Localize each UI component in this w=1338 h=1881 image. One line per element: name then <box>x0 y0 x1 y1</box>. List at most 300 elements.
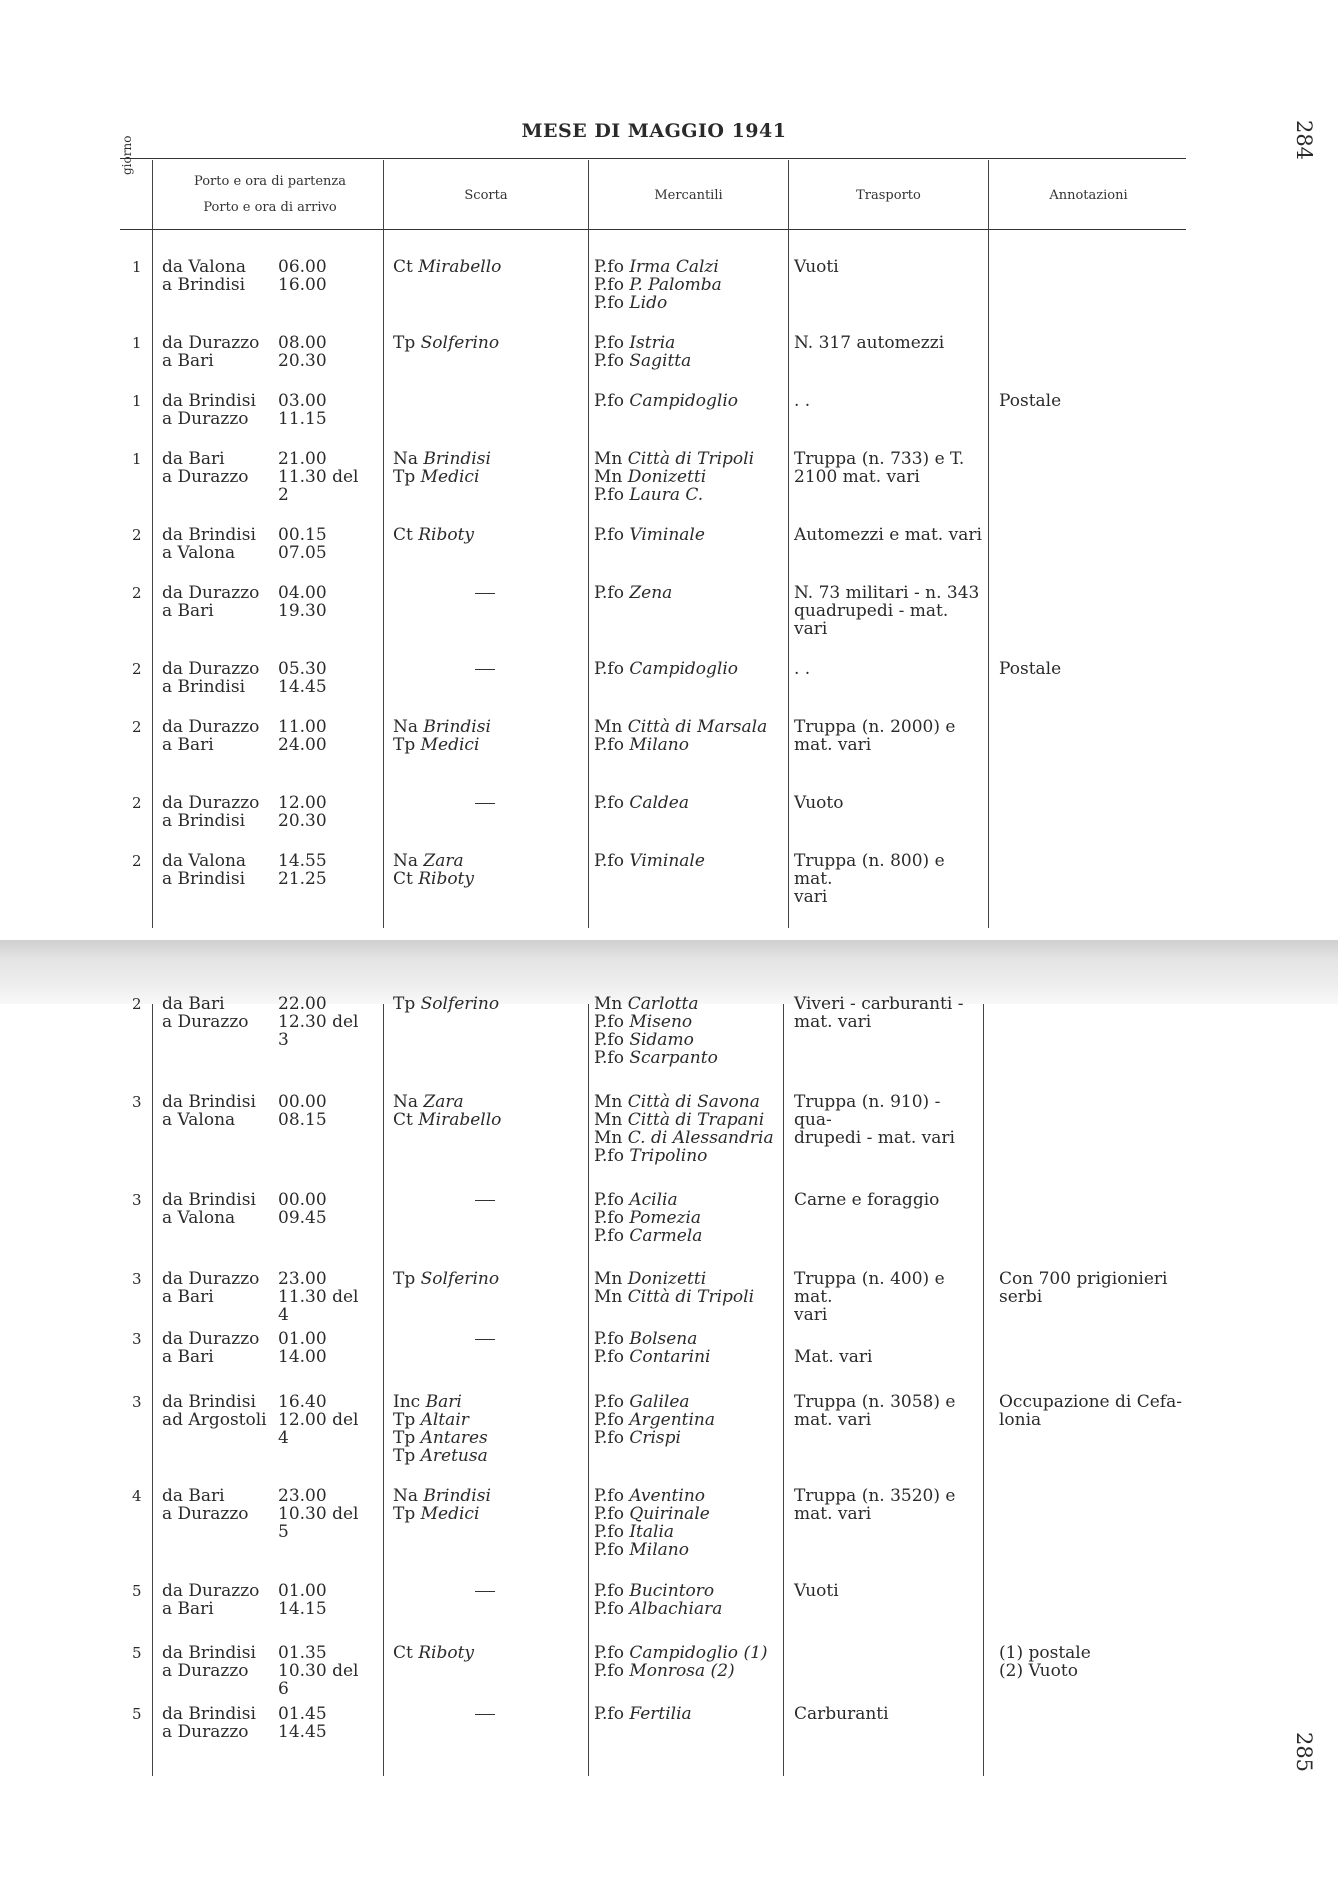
departure-port: da Durazzo <box>162 583 260 603</box>
escort-ship <box>393 1270 583 1288</box>
port-cell <box>162 1705 282 1741</box>
ship-name: Zara <box>423 851 464 871</box>
merchant-ship <box>594 1644 784 1662</box>
escort-ship <box>393 1644 583 1662</box>
transport-cell: N. 73 militari - n. 343 quadrupedi - mat. vari <box>794 583 980 639</box>
departure-port: da Brindisi <box>162 1092 256 1112</box>
ship-name: Solferino <box>420 333 500 353</box>
table-top-rule <box>120 158 1186 159</box>
ship-name: Medici <box>420 1504 480 1524</box>
arrival-port: a Bari <box>162 1599 214 1619</box>
transport-cell: Carne e foraggio <box>794 1190 940 1210</box>
ship-type: P.fo <box>594 1581 624 1601</box>
ship-type: Na <box>393 851 419 871</box>
ship-name: Monrosa (2) <box>629 1661 735 1681</box>
ship-type: Mn <box>594 1269 623 1289</box>
col-divider <box>983 972 984 1776</box>
escort-ship <box>393 334 583 352</box>
port-cell <box>162 584 282 620</box>
ship-name: Contarini <box>629 1347 711 1367</box>
merchant-cell <box>594 258 784 312</box>
arrival-port: a Bari <box>162 351 214 371</box>
ship-type: P.fo <box>594 1504 624 1524</box>
time-cell <box>278 1486 374 1542</box>
departure-time: 22.00 <box>278 994 327 1014</box>
arrival-time: 12.00 del 4 <box>278 1410 359 1448</box>
page-number-top: 284 <box>1291 119 1316 161</box>
merchant-cell <box>594 1270 784 1306</box>
ship-type: Inc <box>393 1392 421 1412</box>
header-trasporto: Trasporto <box>856 188 921 203</box>
ship-name: Donizetti <box>627 467 707 487</box>
departure-time: 00.15 <box>278 525 327 545</box>
arrival-port: a Durazzo <box>162 467 249 487</box>
departure-time: 00.00 <box>278 1190 327 1210</box>
arrival-time: 20.30 <box>278 351 327 371</box>
empty-dash <box>475 593 495 594</box>
arrival-port: a Brindisi <box>162 869 246 889</box>
departure-port: da Durazzo <box>162 717 260 737</box>
departure-port: da Brindisi <box>162 1190 256 1210</box>
ship-name: Città di Tripoli <box>627 1287 755 1307</box>
departure-port: da Durazzo <box>162 1329 260 1349</box>
time-cell <box>278 660 374 696</box>
merchant-ship <box>594 794 784 812</box>
departure-port: da Bari <box>162 449 225 469</box>
ship-name: Tripolino <box>629 1146 708 1166</box>
ship-name: Laura C. <box>629 485 704 505</box>
ship-name: Italia <box>629 1522 675 1542</box>
ship-type: Tp <box>393 1410 416 1430</box>
ship-name: Viminale <box>629 525 705 545</box>
merchant-ship <box>594 1523 784 1541</box>
departure-time: 23.00 <box>278 1486 327 1506</box>
day-cell: 3 <box>132 1191 142 1209</box>
merchant-cell <box>594 334 784 370</box>
merchant-cell <box>594 1330 784 1366</box>
departure-port: da Durazzo <box>162 1581 260 1601</box>
escort-ship <box>393 526 583 544</box>
escort-ship <box>393 1447 583 1465</box>
header-partenza: Porto e ora di partenza <box>194 174 346 189</box>
notes-cell: Con 700 prigionieri serbi <box>999 1269 1168 1307</box>
ship-name: Istria <box>629 333 676 353</box>
transport-cell: Truppa (n. 3520) e mat. vari <box>794 1486 956 1524</box>
ship-name: Riboty <box>418 1643 475 1663</box>
ship-type: P.fo <box>594 1428 624 1448</box>
ship-name: Bucintoro <box>629 1581 715 1601</box>
col-divider <box>152 160 153 928</box>
time-cell <box>278 1269 374 1325</box>
escort-ship <box>393 1487 583 1505</box>
escort-cell <box>393 1093 583 1129</box>
ship-type: Tp <box>393 994 416 1014</box>
col-divider <box>788 160 789 928</box>
merchant-ship <box>594 1487 784 1505</box>
merchant-cell <box>594 392 784 410</box>
merchant-cell <box>594 1093 784 1165</box>
escort-cell <box>393 334 583 352</box>
page-number-bottom: 285 <box>1291 1731 1316 1773</box>
col-divider <box>383 972 384 1776</box>
arrival-time: 10.30 del 5 <box>278 1504 359 1542</box>
merchant-cell <box>594 1487 784 1559</box>
departure-time: 08.00 <box>278 333 327 353</box>
merchant-ship <box>594 294 784 312</box>
ship-name: Fertilia <box>629 1704 692 1724</box>
arrival-time: 07.05 <box>278 543 327 563</box>
departure-port: da Valona <box>162 851 247 871</box>
merchant-cell <box>594 718 784 754</box>
ship-type: Mn <box>594 994 623 1014</box>
arrival-port: a Durazzo <box>162 1504 249 1524</box>
transport-cell: Truppa (n. 2000) e mat. vari <box>794 717 956 755</box>
ship-type: P.fo <box>594 1392 624 1412</box>
departure-time: 05.30 <box>278 659 327 679</box>
escort-ship <box>393 1393 583 1411</box>
merchant-ship <box>594 392 784 410</box>
ship-type: Mn <box>594 717 623 737</box>
day-cell: 3 <box>132 1093 142 1111</box>
ship-type: Na <box>393 1486 419 1506</box>
merchant-ship <box>594 486 784 504</box>
day-cell: 2 <box>132 995 142 1013</box>
arrival-time: 20.30 <box>278 811 327 831</box>
ship-name: Carmela <box>629 1226 703 1246</box>
escort-cell <box>393 1393 583 1465</box>
time-cell <box>278 334 374 370</box>
port-cell <box>162 660 282 696</box>
arrival-time: 14.15 <box>278 1599 327 1619</box>
departure-port: da Durazzo <box>162 659 260 679</box>
escort-ship <box>393 1429 583 1447</box>
ship-type: P.fo <box>594 851 624 871</box>
time-cell <box>278 1191 374 1227</box>
arrival-port: a Bari <box>162 601 214 621</box>
day-cell: 2 <box>132 794 142 812</box>
departure-port: da Bari <box>162 994 225 1014</box>
empty-dash <box>475 1339 495 1340</box>
merchant-cell <box>594 1582 784 1618</box>
ship-name: Riboty <box>418 525 475 545</box>
ship-name: Acilia <box>629 1190 678 1210</box>
arrival-port: a Brindisi <box>162 677 246 697</box>
day-cell: 2 <box>132 526 142 544</box>
ship-name: Pomezia <box>629 1208 702 1228</box>
merchant-cell <box>594 1393 784 1447</box>
ship-type: P.fo <box>594 1522 624 1542</box>
ship-name: Zara <box>423 1092 464 1112</box>
merchant-cell <box>594 526 784 544</box>
ship-type: P.fo <box>594 1226 624 1246</box>
escort-cell <box>393 1582 583 1600</box>
escort-cell <box>393 718 583 754</box>
departure-time: 12.00 <box>278 793 327 813</box>
merchant-ship <box>594 1270 784 1288</box>
day-cell: 5 <box>132 1705 142 1723</box>
day-cell: 3 <box>132 1330 142 1348</box>
merchant-cell <box>594 1644 784 1680</box>
ship-type: P.fo <box>594 1540 624 1560</box>
ship-name: Bari <box>425 1392 462 1412</box>
ship-name: P. Palomba <box>629 275 722 295</box>
day-cell: 1 <box>132 392 142 410</box>
port-cell <box>162 1393 282 1429</box>
merchant-ship <box>594 352 784 370</box>
merchant-cell <box>594 584 784 602</box>
time-cell <box>278 1330 374 1366</box>
merchant-cell <box>594 995 784 1067</box>
departure-time: 01.35 <box>278 1643 327 1663</box>
merchant-ship <box>594 1288 784 1306</box>
transport-cell: Truppa (n. 800) e mat. vari <box>794 851 945 907</box>
ship-name: Carlotta <box>627 994 699 1014</box>
merchant-ship <box>594 1600 784 1618</box>
merchant-ship <box>594 258 784 276</box>
day-cell: 5 <box>132 1644 142 1662</box>
departure-port: da Brindisi <box>162 1643 256 1663</box>
ship-name: Scarpanto <box>629 1048 718 1068</box>
merchant-ship <box>594 1093 784 1111</box>
header-mercantili: Mercantili <box>654 188 723 203</box>
ship-type: P.fo <box>594 1661 624 1681</box>
departure-port: da Brindisi <box>162 1704 256 1724</box>
transport-cell: Viveri - carburanti - mat. vari <box>794 994 964 1032</box>
escort-cell <box>393 584 583 602</box>
merchant-cell <box>594 1191 784 1245</box>
escort-cell <box>393 660 583 678</box>
arrival-time: 19.30 <box>278 601 327 621</box>
time-cell <box>278 1705 374 1741</box>
transport-cell: . . <box>794 391 811 411</box>
day-cell: 2 <box>132 852 142 870</box>
departure-time: 06.00 <box>278 257 327 277</box>
escort-cell <box>393 1487 583 1523</box>
ship-type: P.fo <box>594 1048 624 1068</box>
escort-ship <box>393 1111 583 1129</box>
departure-port: da Brindisi <box>162 391 256 411</box>
ship-type: Tp <box>393 1428 416 1448</box>
header-giorno: giorno <box>120 135 134 175</box>
col-divider <box>588 972 589 1776</box>
escort-ship <box>393 995 583 1013</box>
merchant-ship <box>594 1429 784 1447</box>
arrival-port: a Durazzo <box>162 1722 249 1742</box>
arrival-port: ad Argostoli <box>162 1410 267 1430</box>
day-cell: 4 <box>132 1487 142 1505</box>
arrival-port: a Bari <box>162 1347 214 1367</box>
departure-port: da Brindisi <box>162 1392 256 1412</box>
departure-port: da Durazzo <box>162 1269 260 1289</box>
port-cell <box>162 1582 282 1618</box>
ship-type: P.fo <box>594 1486 624 1506</box>
port-cell <box>162 1191 282 1227</box>
departure-time: 01.45 <box>278 1704 327 1724</box>
merchant-ship <box>594 1191 784 1209</box>
ship-name: Miseno <box>629 1012 693 1032</box>
ship-name: Sagitta <box>629 351 692 371</box>
port-cell <box>162 1270 282 1306</box>
escort-cell <box>393 1644 583 1662</box>
time-cell <box>278 584 374 620</box>
notes-cell: (1) postale (2) Vuoto <box>999 1643 1091 1681</box>
ship-name: Milano <box>629 735 689 755</box>
transport-cell: Vuoto <box>794 793 844 813</box>
arrival-time: 14.00 <box>278 1347 327 1367</box>
arrival-time: 10.30 del 6 <box>278 1661 359 1699</box>
merchant-ship <box>594 1227 784 1245</box>
ship-type: Mn <box>594 1110 623 1130</box>
escort-ship <box>393 736 583 754</box>
time-cell <box>278 1643 374 1699</box>
merchant-ship <box>594 1209 784 1227</box>
merchant-cell <box>594 450 784 504</box>
ship-type: Na <box>393 1092 419 1112</box>
ship-type: Mn <box>594 467 623 487</box>
empty-dash <box>475 1714 495 1715</box>
ship-name: Argentina <box>629 1410 715 1430</box>
merchant-ship <box>594 1662 784 1680</box>
col-divider <box>152 972 153 1776</box>
merchant-ship <box>594 1013 784 1031</box>
ship-name: Medici <box>420 467 480 487</box>
departure-port: da Bari <box>162 1486 225 1506</box>
transport-cell: Truppa (n. 3058) e mat. vari <box>794 1392 956 1430</box>
arrival-time: 11.30 del 2 <box>278 467 359 505</box>
merchant-ship <box>594 995 784 1013</box>
ship-type: Ct <box>393 1643 413 1663</box>
departure-time: 21.00 <box>278 449 327 469</box>
notes-cell: Occupazione di Cefa- lonia <box>999 1392 1182 1430</box>
merchant-ship <box>594 526 784 544</box>
header-annotazioni: Annotazioni <box>1049 188 1128 203</box>
escort-ship <box>393 718 583 736</box>
ship-name: Città di Trapani <box>627 1110 765 1130</box>
ship-name: Campidoglio <box>629 659 739 679</box>
ship-name: Crispi <box>629 1428 681 1448</box>
ship-name: Sidamo <box>629 1030 694 1050</box>
ship-type: P.fo <box>594 351 624 371</box>
ship-type: P.fo <box>594 1704 624 1724</box>
departure-port: da Durazzo <box>162 793 260 813</box>
merchant-ship <box>594 1505 784 1523</box>
ship-type: P.fo <box>594 1599 624 1619</box>
departure-port: da Brindisi <box>162 525 256 545</box>
port-cell <box>162 1093 282 1129</box>
day-cell: 1 <box>132 334 142 352</box>
arrival-time: 24.00 <box>278 735 327 755</box>
day-cell: 5 <box>132 1582 142 1600</box>
time-cell <box>278 1582 374 1618</box>
arrival-time: 08.15 <box>278 1110 327 1130</box>
merchant-cell <box>594 852 784 870</box>
ship-name: Viminale <box>629 851 705 871</box>
page-title: MESE DI MAGGIO 1941 <box>521 120 787 142</box>
ship-type: P.fo <box>594 1012 624 1032</box>
ship-type: P.fo <box>594 333 624 353</box>
time-cell <box>278 718 374 754</box>
port-cell <box>162 794 282 830</box>
transport-cell: Vuoti <box>794 257 839 277</box>
ship-type: P.fo <box>594 257 624 277</box>
arrival-time: 16.00 <box>278 275 327 295</box>
port-cell <box>162 1644 282 1680</box>
transport-cell: Truppa (n. 733) e T. 2100 mat. vari <box>794 449 965 487</box>
arrival-port: a Bari <box>162 1287 214 1307</box>
ship-type: P.fo <box>594 1030 624 1050</box>
day-cell: 2 <box>132 584 142 602</box>
ship-type: Tp <box>393 467 416 487</box>
ship-type: P.fo <box>594 583 624 603</box>
merchant-ship <box>594 1049 784 1067</box>
merchant-cell <box>594 660 784 678</box>
port-cell <box>162 450 282 486</box>
ship-name: Riboty <box>418 869 475 889</box>
escort-ship <box>393 852 583 870</box>
ship-type: P.fo <box>594 1208 624 1228</box>
escort-cell <box>393 852 583 888</box>
escort-ship <box>393 1505 583 1523</box>
time-cell <box>278 526 374 562</box>
ship-type: Mn <box>594 1287 623 1307</box>
ship-type: Mn <box>594 1092 623 1112</box>
ship-name: Città di Savona <box>627 1092 760 1112</box>
ship-type: Tp <box>393 735 416 755</box>
ship-name: Galilea <box>629 1392 690 1412</box>
escort-ship <box>393 450 583 468</box>
port-cell <box>162 526 282 562</box>
ship-name: Caldea <box>629 793 690 813</box>
ship-type: P.fo <box>594 1329 624 1349</box>
arrival-port: a Bari <box>162 735 214 755</box>
ship-name: Donizetti <box>627 1269 707 1289</box>
merchant-ship <box>594 1541 784 1559</box>
ship-type: Tp <box>393 1504 416 1524</box>
merchant-ship <box>594 276 784 294</box>
ship-name: Zena <box>629 583 673 603</box>
port-cell <box>162 995 282 1031</box>
escort-ship <box>393 870 583 888</box>
escort-cell <box>393 995 583 1013</box>
ship-type: Na <box>393 449 419 469</box>
ship-type: Tp <box>393 333 416 353</box>
ship-name: Quirinale <box>629 1504 710 1524</box>
arrival-time: 11.30 del 4 <box>278 1287 359 1325</box>
merchant-ship <box>594 1129 784 1147</box>
ship-type: Mn <box>594 449 623 469</box>
ship-type: P.fo <box>594 1146 624 1166</box>
ship-type: P.fo <box>594 793 624 813</box>
arrival-port: a Brindisi <box>162 811 246 831</box>
time-cell <box>278 794 374 830</box>
escort-ship <box>393 468 583 486</box>
escort-cell <box>393 794 583 812</box>
arrival-port: a Valona <box>162 1110 236 1130</box>
port-cell <box>162 392 282 428</box>
ship-name: Brindisi <box>423 717 491 737</box>
ship-type: P.fo <box>594 391 624 411</box>
escort-ship <box>393 258 583 276</box>
ship-type: P.fo <box>594 735 624 755</box>
transport-cell: Vuoti <box>794 1581 839 1601</box>
escort-cell <box>393 258 583 276</box>
ship-type: Ct <box>393 1110 413 1130</box>
ship-type: Ct <box>393 257 413 277</box>
time-cell <box>278 449 374 505</box>
ship-name: Aretusa <box>420 1446 488 1466</box>
escort-cell <box>393 1270 583 1288</box>
merchant-ship <box>594 1411 784 1429</box>
